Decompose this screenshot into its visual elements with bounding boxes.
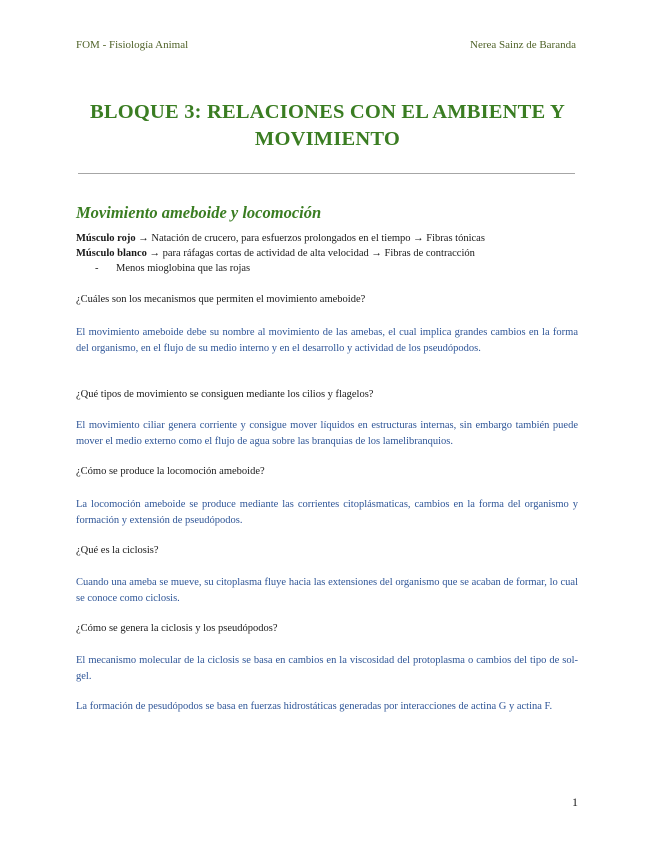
title-divider: [78, 173, 575, 174]
answer-3: La locomoción ameboide se produce mediante las corrientes citoplásmaticas, cambios en la forma del organismo y formación y extensión de pseudópodos.: [76, 499, 578, 526]
question-1: ¿Cuáles son los mecanismos que permiten el movimiento ameboide?: [76, 294, 366, 305]
question-4: ¿Qué es la ciclosis?: [76, 545, 159, 556]
white-muscle-line: [76, 248, 475, 259]
red-muscle-line: [76, 233, 485, 244]
red-muscle-text: → Natación de crucero, para esfuerzos prolongados en el tiempo → Fibras tónicas: [135, 233, 485, 244]
section-title: Movimiento ameboide y locomoción: [76, 203, 322, 222]
question-5: ¿Cómo se genera la ciclosis y los pseudópodos?: [76, 623, 278, 634]
answer-1: El movimiento ameboide debe su nombre al movimiento de las amebas, el cual implica grandes cambios en la forma del organismo, en el flujo de su medio interno y en el desarrollo y actividad de los pseudópodos.: [76, 327, 578, 354]
white-muscle-label: Músculo blanco: [76, 248, 147, 259]
header-author: Nerea Sainz de Baranda: [470, 39, 576, 51]
page-title-line-1: BLOQUE 3: RELACIONES CON EL AMBIENTE Y: [89, 101, 566, 123]
page-number: 1: [572, 795, 578, 809]
answer-4: Cuando una ameba se mueve, su citoplasma fluye hacia las extensiones del organismo que se acaban de formar, lo cual se conoce como ciclosis.: [76, 577, 578, 604]
page-title-line-2: MOVIMIENTO: [254, 128, 401, 150]
question-2: ¿Qué tipos de movimiento se consiguen mediante los cilios y flagelos?: [76, 389, 374, 400]
bullet-text: Menos mioglobina que las rojas: [116, 263, 251, 274]
answer-2: El movimiento ciliar genera corriente y consigue mover líquidos en estructuras internas, sin embargo también puede mover el medio externo como el flujo de agua sobre las branquias de los lamelibranquios.: [76, 420, 578, 447]
bullet-dash: -: [95, 263, 99, 274]
question-3: ¿Cómo se produce la locomoción ameboide?: [76, 466, 265, 477]
page-title: [60, 99, 595, 153]
white-muscle-text: → para ráfagas cortas de actividad de alta velocidad → Fibras de contracción: [146, 248, 475, 259]
header-course: FOM - Fisiología Animal: [76, 39, 189, 51]
answer-5: El mecanismo molecular de la ciclosis se basa en cambios en la viscosidad del protoplasma o cambios del tipo de sol-gel.: [76, 655, 578, 682]
red-muscle-label: Músculo rojo: [76, 233, 136, 244]
answer-5-continued: La formación de pesudópodos se basa en fuerzas hidrostáticas generadas por interacciones de actina G y actina F.: [76, 701, 553, 712]
